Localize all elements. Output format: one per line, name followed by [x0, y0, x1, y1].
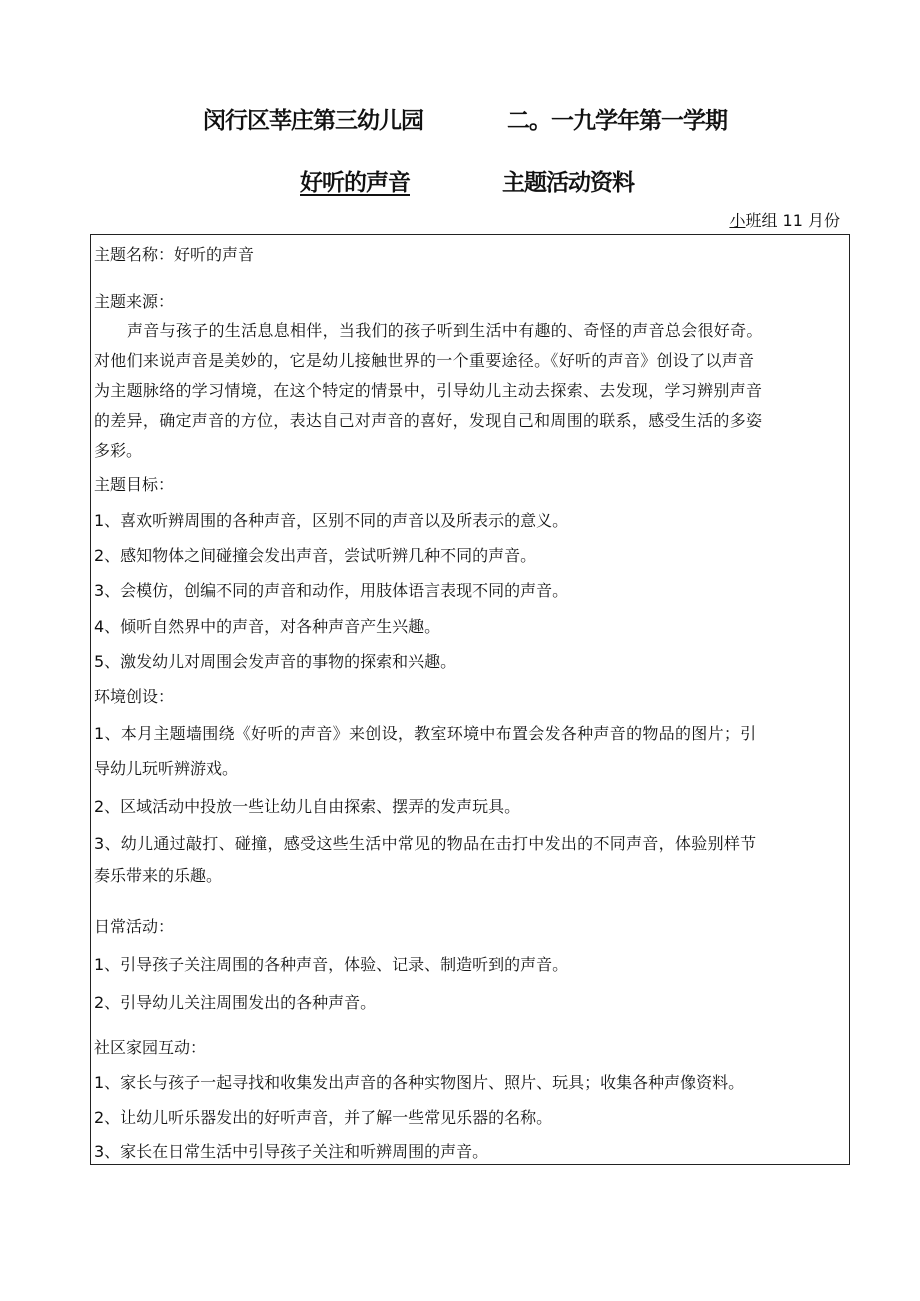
community-item: 3、家长在日常生活中引导孩子关注和听辨周围的声音。 [94, 1142, 489, 1161]
theme-title: 好听的声音 [300, 170, 410, 196]
goals-heading: 主题目标： [94, 475, 175, 494]
doc-type-label: 主题活动资料 [502, 170, 634, 196]
content-table [90, 234, 850, 1165]
source-line: 声音与孩子的生活息息相伴，当我们的孩子听到生活中有趣的、奇怪的声音总会很好奇。 [127, 321, 763, 340]
theme-name-line: 主题名称：好听的声音 [94, 245, 255, 264]
group-suffix: 班组 11 月份 [745, 211, 840, 230]
env-line: 2、区域活动中投放一些让幼儿自由探索、摆弄的发声玩具。 [94, 797, 521, 816]
source-heading: 主题来源： [94, 292, 175, 311]
goal-item: 2、感知物体之间碰撞会发出声音，尝试听辨几种不同的声音。 [94, 546, 537, 565]
source-line: 为主题脉络的学习情境，在这个特定的情景中，引导幼儿主动去探索、去发现，学习辨别声音 [94, 381, 763, 400]
goal-item: 4、倾听自然界中的声音，对各种声音产生兴趣。 [94, 617, 441, 636]
daily-heading: 日常活动： [94, 917, 175, 936]
env-heading: 环境创设： [94, 687, 175, 706]
env-line: 3、幼儿通过敲打、碰撞，感受这些生活中常见的物品在击打中发出的不同声音，体验别样节 [94, 834, 757, 853]
env-line: 1、本月主题墙围绕《好听的声音》来创设，教室环境中布置会发各种声音的物品的图片；引 [94, 724, 757, 743]
goal-item: 5、激发幼儿对周围会发声音的事物的探索和兴趣。 [94, 652, 457, 671]
source-line: 的差异，确定声音的方位，表达自己对声音的喜好，发现自己和周围的联系，感受生活的多姿 [94, 411, 763, 430]
community-item: 1、家长与孩子一起寻找和收集发出声音的各种实物图片、照片、玩具；收集各种声像资料。 [94, 1073, 745, 1092]
env-line: 奏乐带来的乐趣。 [94, 866, 223, 885]
term-label: 二。一九学年第一学期 [507, 108, 727, 134]
goal-item: 1、喜欢听辨周围的各种声音，区别不同的声音以及所表示的意义。 [94, 511, 569, 530]
group-month-label [729, 208, 840, 231]
community-item: 2、让幼儿听乐器发出的好听声音，并了解一些常见乐器的名称。 [94, 1108, 553, 1127]
source-line: 对他们来说声音是美妙的，它是幼儿接触世界的一个重要途径。《好听的声音》创设了以声音 [94, 351, 755, 370]
goal-item: 3、会模仿，创编不同的声音和动作，用肢体语言表现不同的声音。 [94, 581, 569, 600]
group-prefix: 小 [729, 211, 746, 230]
source-line: 多彩。 [94, 441, 143, 460]
school-name: 闵行区莘庄第三幼儿园 [203, 108, 423, 134]
daily-item: 1、引导孩子关注周围的各种声音，体验、记录、制造听到的声音。 [94, 955, 569, 974]
env-line: 导幼儿玩听辨游戏。 [94, 759, 239, 778]
community-heading: 社区家园互动： [94, 1038, 207, 1057]
daily-item: 2、引导幼儿关注周围发出的各种声音。 [94, 993, 377, 1012]
